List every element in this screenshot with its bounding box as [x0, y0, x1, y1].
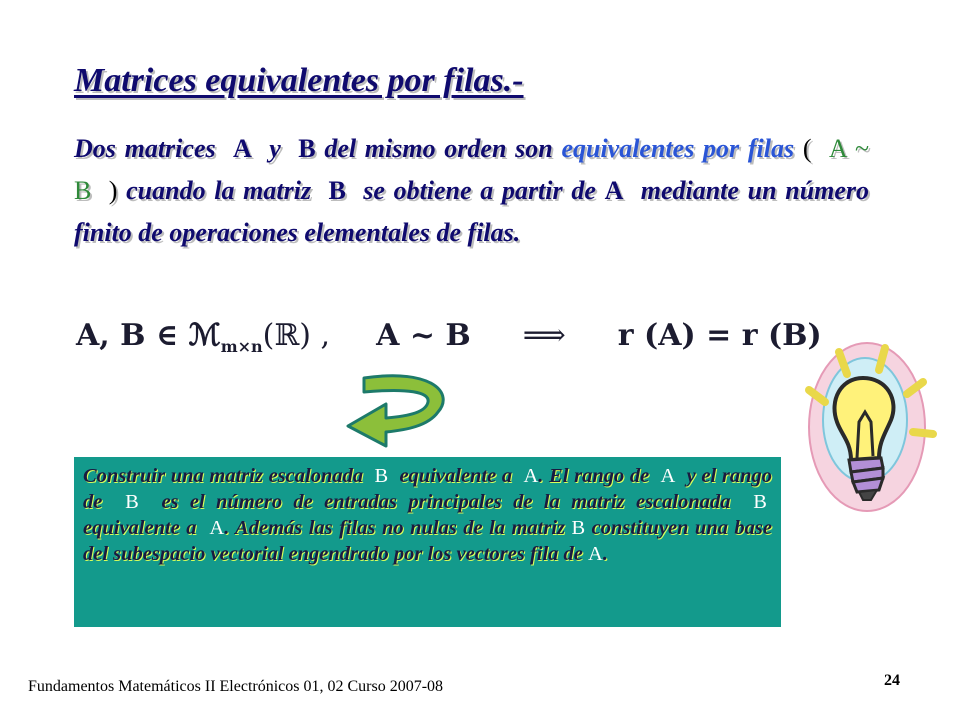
slide-title: Matrices equivalentes por filas.- — [74, 62, 524, 99]
implies-arrow: ⟹ — [522, 318, 566, 353]
rank-theorem-formula: A, B ∈ ℳ$_{m\times n}$(ℝ) , A ~ B ⟹ r (A) = r (B) — [76, 318, 822, 356]
footer-course-text: Fundamentos Matemáticos II Electrónicos 01, 02 Curso 2007-08 — [28, 678, 444, 695]
light-bulb-icon — [795, 342, 945, 532]
equivalence-notation: A ~ B — [74, 134, 870, 205]
definition-text: Dos matrices A y B del mismo orden son equivalentes por filas ( A ~ B ) cuando la matriz B se obtiene a partir de A mediante un número finito de operaciones elementales de filas. — [74, 134, 870, 247]
highlight-term: equivalentes por filas — [561, 134, 795, 163]
note-box — [74, 457, 781, 627]
page-number: 24 — [884, 672, 900, 689]
curved-arrow-icon — [346, 368, 456, 448]
note-text: Construir una matriz escalonada B equivalente a A. El rango de A y el rango de B es el número de entradas principales de la matriz escalonada B equivalente a A. Además las filas no nulas de la matriz B constituyen una base del subespacio vectorial engendrado por los vectores fila de A. — [83, 465, 773, 565]
